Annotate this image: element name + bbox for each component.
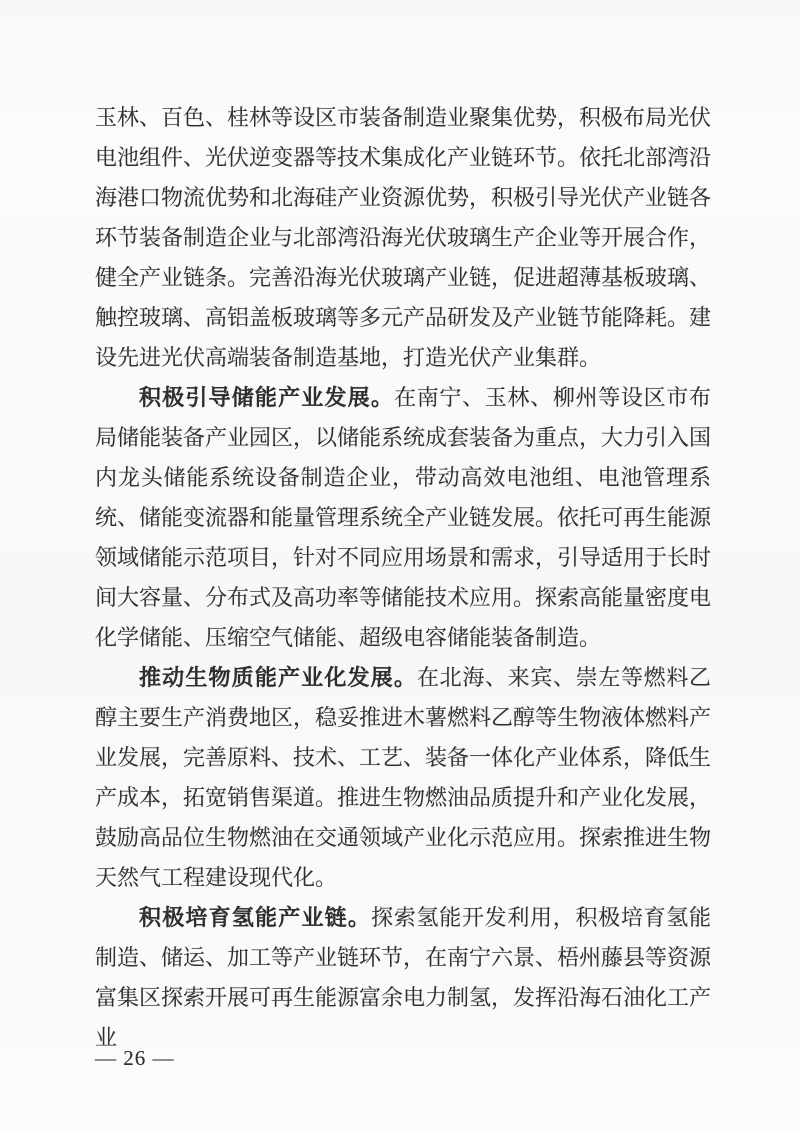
page-number: — 26 —	[95, 1046, 175, 1070]
paragraph-lead: 推动生物质能产业化发展。	[139, 665, 417, 690]
paragraph-body: 探索氢能开发利用，积极培育氢能制造、储运、加工等产业链环节，在南宁六景、梧州藤县等资源富集区探索开展可再生能源富余电力制氢，发挥沿海石油化工产业	[95, 905, 712, 1050]
paragraph	[95, 98, 711, 378]
paragraph-body: 在南宁、玉林、柳州等设区市布局储能装备产业园区，以储能系统成套装备为重点，大力引入国内龙头储能系统设备制造企业，带动高效电池组、电池管理系统、储能变流器和能量管理系统全产业链发展。依托可再生能源领域储能示范项目，针对不同应用场景和需求，引导适用于长时间大容量、分布式及高功率等储能技术应用。探索高能量密度电化学储能、压缩空气储能、超级电容储能装备制造。	[95, 385, 712, 650]
paragraph	[95, 378, 711, 658]
paragraph	[95, 658, 711, 898]
paragraph-body: 玉林、百色、桂林等设区市装备制造业聚集优势，积极布局光伏电池组件、光伏逆变器等技术集成化产业链环节。依托北部湾沿海港口物流优势和北海硅产业资源优势，积极引导光伏产业链各环节装备制造企业与北部湾沿海光伏玻璃生产企业等开展合作，健全产业链条。完善沿海光伏玻璃产业链，促进超薄基板玻璃、触控玻璃、高铝盖板玻璃等多元产品研发及产业链节能降耗。建设先进光伏高端装备制造基地，打造光伏产业集群。	[95, 105, 712, 370]
paragraph-body: 在北海、来宾、崇左等燃料乙醇主要生产消费地区，稳妥推进木薯燃料乙醇等生物液体燃料产业发展，完善原料、技术、工艺、装备一体化产业体系，降低生产成本，拓宽销售渠道。推进生物燃油品质提升和产业化发展，鼓励高品位生物燃油在交通领域产业化示范应用。探索推进生物天然气工程建设现代化。	[95, 665, 712, 890]
paragraph-lead: 积极引导储能产业发展。	[139, 385, 395, 410]
paragraph-lead: 积极培育氢能产业链。	[139, 905, 372, 930]
paragraph	[95, 898, 711, 1058]
document-body	[95, 98, 711, 1058]
